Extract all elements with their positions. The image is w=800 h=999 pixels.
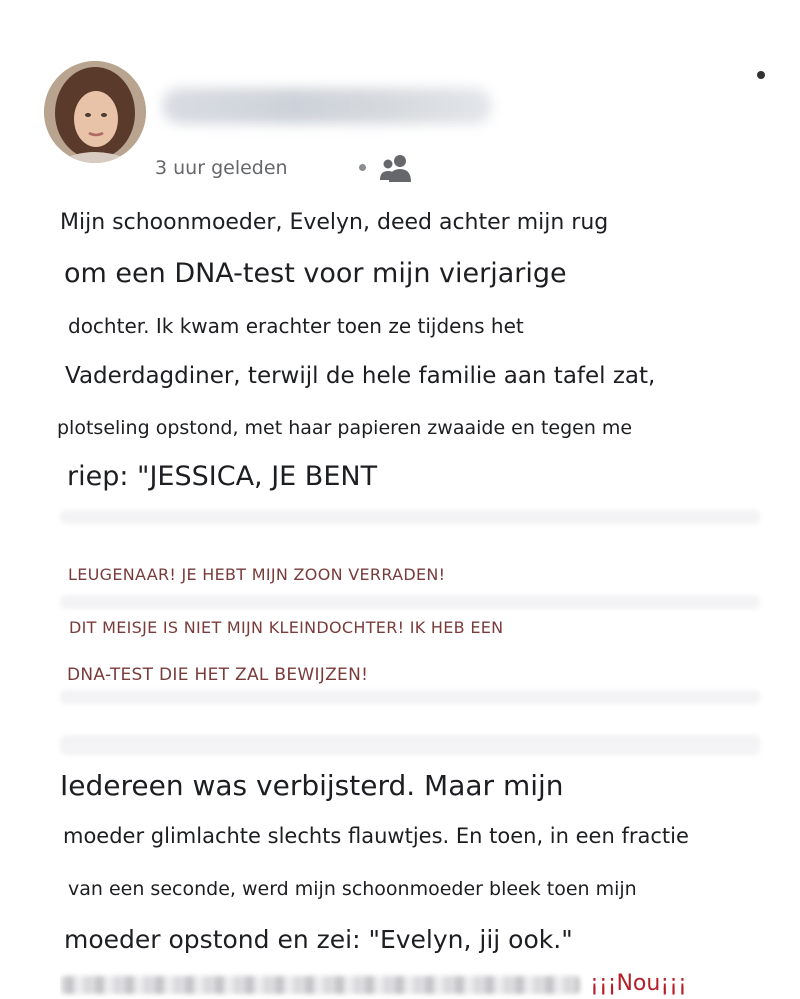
avatar-image <box>44 61 146 163</box>
post-body-line: Iedereen was verbijsterd. Maar mijn <box>60 769 564 802</box>
friends-icon[interactable] <box>378 152 414 184</box>
post-body-line: plotseling opstond, met haar papieren zwaaide en tegen me <box>57 417 633 439</box>
post-body-line: moeder glimlachte slechts flauwtjes. En toen, in een fractie <box>63 824 689 848</box>
faded-text-artifact <box>60 690 760 704</box>
faded-text-artifact <box>60 510 760 524</box>
faded-text-artifact <box>60 595 760 609</box>
quote-line: DIT MEISJE IS NIET MIJN KLEINDOCHTER! IK HEB EEN <box>69 618 504 637</box>
meta-separator-dot <box>359 164 366 171</box>
quote-line: DNA-TEST DIE HET ZAL BEWIJZEN! <box>67 665 369 685</box>
profile-avatar[interactable] <box>44 61 146 163</box>
post-body-line: om een DNA-test voor mijn vierjarige <box>64 258 567 289</box>
faded-text-artifact <box>60 735 760 755</box>
post-body-line: Mijn schoonmoeder, Evelyn, deed achter mijn rug <box>60 210 609 235</box>
post-body-line: moeder opstond en zei: "Evelyn, jij ook." <box>64 925 573 954</box>
post-body-line: dochter. Ik kwam erachter toen ze tijdens het <box>68 314 524 338</box>
post-timestamp[interactable]: 3 uur geleden <box>155 157 288 179</box>
post-body-line: van een seconde, werd mijn schoonmoeder bleek toen mijn <box>68 878 637 900</box>
author-name-redacted[interactable] <box>162 88 492 124</box>
quote-line: LEUGENAAR! JE HEBT MIJN ZOON VERRADEN! <box>68 565 446 584</box>
post-body-line: riep: "JESSICA, JE BENT <box>67 461 378 492</box>
cutoff-text-strip <box>60 968 800 999</box>
post-body-line: Vaderdagdiner, terwijl de hele familie aan tafel zat, <box>65 363 656 389</box>
cutoff-red-text: ¡¡¡Nou¡¡¡ <box>590 971 687 996</box>
more-options-icon[interactable] <box>755 66 767 78</box>
blurred-text-artifact <box>60 976 580 994</box>
